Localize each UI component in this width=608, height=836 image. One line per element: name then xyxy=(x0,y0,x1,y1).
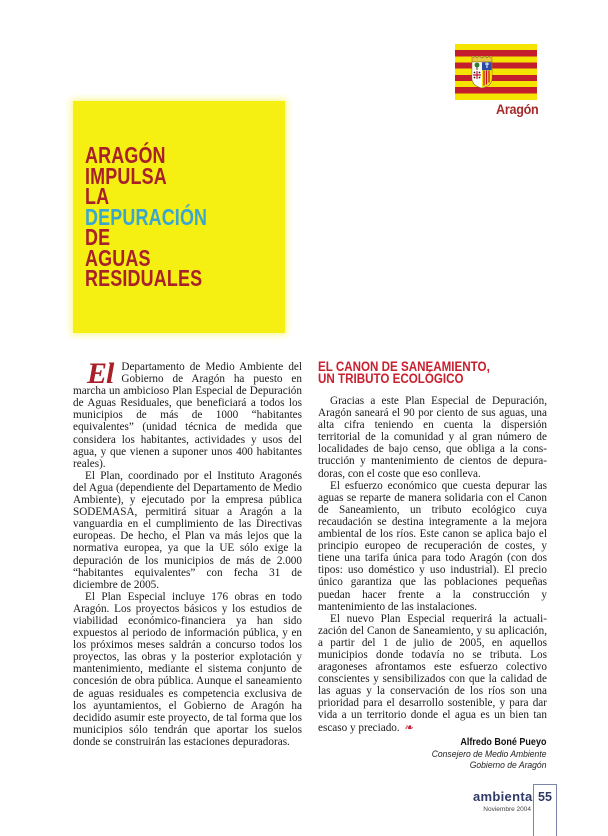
coat-of-arms-icon xyxy=(471,56,493,88)
issue-date: Noviembre 2004 xyxy=(483,806,531,813)
section-heading-line: EL CANON DE SANEAMIENTO, xyxy=(318,359,490,374)
section-heading-line: UN TRIBUTO ECOLÓGICO xyxy=(318,370,464,386)
author-signature xyxy=(419,737,546,771)
paragraph: Gracias a este Plan Especial de Depuración, Aragón saneará el 90 por ciento de sus aguas, una alta cifra teniendo en cuenta la dispersión territorial de la comunidad y al gran número de localidades de bajo censo, que obliga a la construcción y mantenimiento de cientos de depuradoras, con el coste que eso conlleva. xyxy=(318,395,547,480)
page-number-box xyxy=(533,784,557,836)
paragraph: El esfuerzo económico que cuesta depurar las aguas se reparte de manera solidaria con el Canon de Saneamiento, un tributo ecológico cuya recaudación se destina integramente a la mejora ambiental de los ríos. Este canon se aplica bajo el principio europeo de recuperación de costes, y tiene una tarifa única para todo Aragón (con dos tipos: uso doméstico y uso industrial). El precio único garantiza que las poblaciones pequeñas puedan hacer frente a la construcción y mantenimiento de las instalaciones. xyxy=(318,479,547,613)
magazine-footer xyxy=(473,790,531,815)
author-organization: Gobierno de Aragón xyxy=(469,760,546,771)
author-name: Alfredo Boné Pueyo xyxy=(459,737,546,748)
title-line: LA xyxy=(85,183,110,209)
title-line: DE xyxy=(85,224,111,250)
dropcap: El xyxy=(87,357,114,390)
aragon-flag-icon xyxy=(455,44,537,100)
paragraph xyxy=(318,613,547,734)
page-number: 55 xyxy=(538,790,552,804)
magazine-name: ambienta xyxy=(473,789,533,804)
article-column-2 xyxy=(318,395,547,734)
paragraph-text: El nuevo Plan Especial requerirá la actualización del Canon de Saneamiento, y su aplicación, a partir del 1 de julio de 2005, en aquellos municipios donde todavía no se tributa. Los aragoneses afrontamos este esfuerzo colectivo conscientes y sensibilizados con que la calidad de las aguas y la conservación de los ríos son una prioridad para el desarrollo sostenible, y para dar vida a un territorio donde el agua es un bien tan escaso y preciado. xyxy=(318,612,547,734)
title-line-highlight: DEPURACIÓN xyxy=(85,203,208,230)
paragraph: El Plan Especial incluye 176 obras en todo Aragón. Los proyectos básicos y los estudios de viabilidad económico-financiera ya han sido expuestos al periodo de información pública, y en los próximos meses saldrán a concurso todos los proyectos, las obras y la posterior explotación y mantenimiento, mediante el sistema conjunto de concesión de obra pública. Aunque el saneamiento de aguas residuales es competencia exclusiva de los ayuntamientos, el Gobierno de Aragón ha decidido asumir este proyecto, de tal forma que los municipios sólo tendrán que aportar los suelos donde se construirán las estaciones depuradoras. xyxy=(73,590,302,748)
title-box xyxy=(73,101,285,333)
article-column-1 xyxy=(73,357,302,748)
author-role: Consejero de Medio Ambiente xyxy=(431,749,546,760)
paragraph: El Plan, coordinado por el Instituto Aragonés del Agua (dependiente del Departamento de Medio Ambiente), y ejecutado por la empresa pública SODEMASA, permitirá situar a Aragón a la vanguardia en el cumplimiento de las Directivas europeas. De hecho, el Plan va más lejos que la normativa europea, ya que la UE sólo exige la depuración de los municipios de más de 2.000 “habitantes equivalentes” con fecha 31 de diciembre de 2005. xyxy=(73,469,302,591)
title-line: IMPULSA xyxy=(85,162,167,189)
title-line: ARAGÓN xyxy=(85,142,166,168)
paragraph-text: Departamento de Medio Ambiente del Gobierno de Aragón ha puesto en marcha un ambicioso Plan Especial de Depuración de Aguas Residuales, que beneficiará a todos los municipios de más de 1000 “habitantes equivalentes” (unidad técnica de medida que considera los habitantes, actividades y usos del agua, y que vienen a suponer unos 400 habitantes reales). xyxy=(73,361,302,470)
end-mark-icon: ❧ xyxy=(403,721,413,734)
article-title xyxy=(85,142,208,291)
title-line: AGUAS xyxy=(85,244,151,271)
title-line: RESIDUALES xyxy=(85,265,203,291)
paragraph xyxy=(73,357,302,470)
region-label: Aragón xyxy=(496,101,539,117)
section-heading xyxy=(318,361,524,384)
